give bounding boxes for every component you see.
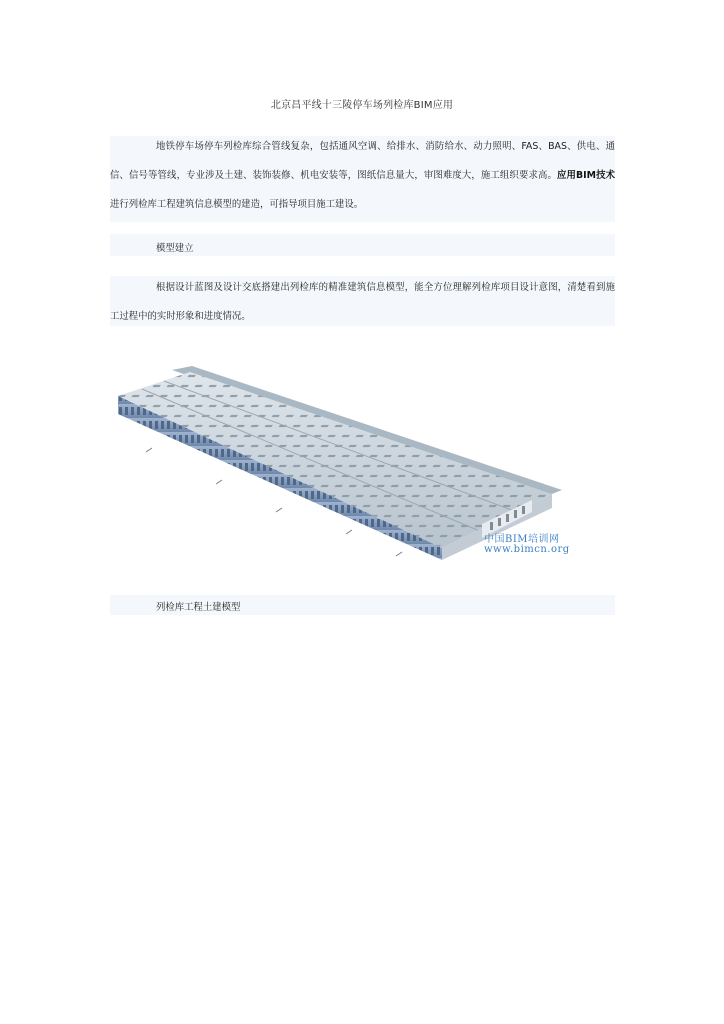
intro-paragraph [110,132,615,219]
section-heading: 模型建立 [156,243,194,254]
watermark-cn: 中国BIM培训网 [484,534,560,545]
intro-text-2: 进行列检库工程建筑信息模型的建造，可指导项目施工建设。 [110,199,364,210]
intro-text-1: 地铁停车场停车列检库综合管线复杂，包括通风空调、给排水、消防给水、动力照明、FAS、BAS、供电、通信、信号等管线，专业涉及土建、装饰装修、机电安装等，图纸信息量大，审图难度大，施工组织要求高。 [110,141,615,181]
document-title: 北京昌平线十三陵停车场列检库BIM应用 [270,100,454,111]
figure-caption: 列检库工程土建模型 [156,602,241,613]
intro-bold-text: 应用BIM技术 [556,170,615,181]
watermark-url: www.bimcn.org [484,544,570,555]
section-paragraph: 根据设计蓝图及设计交底搭建出列检库的精准建筑信息模型，能全方位理解列检库项目设计意图，清楚看到施工过程中的实时形象和进度情况。 [110,282,615,322]
